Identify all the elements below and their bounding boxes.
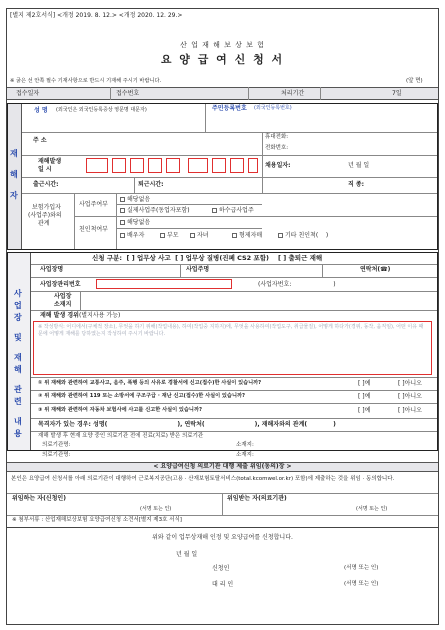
accident-side-7: 관	[14, 385, 22, 394]
accident-day-input[interactable]	[130, 158, 144, 173]
footer-applicant-sign: (서명 또는 인)	[344, 565, 379, 571]
checkin-label: 출근시간:	[33, 181, 59, 188]
employer-opt-actual[interactable]: 실제사업주(동업자포함)	[120, 208, 190, 214]
hospital-2-name: 의료기관명:	[42, 452, 71, 458]
claim-type-disease[interactable]: [ ] 업무상 질병(진폐 CS2 포함)	[172, 254, 269, 262]
rrn-input[interactable]	[212, 114, 432, 126]
witness-row: 목격자가 있는 경우: 성명( ), 연락처( ), 재해자와의 관계( )	[38, 421, 336, 428]
worker-side-label-3: 자	[10, 191, 18, 200]
accident-minute-input[interactable]	[166, 158, 180, 173]
insured-relation-label-3: 관계	[38, 220, 50, 227]
hospital-2-addr: 소재지:	[236, 452, 254, 458]
receipt-no-label: 접수번호	[116, 90, 140, 97]
delegator-sign: (서명 또는 인)	[140, 506, 172, 512]
address-input[interactable]	[60, 134, 260, 154]
relative-check-label: 친인척여부	[79, 226, 108, 233]
footer-agent-sign: (서명 또는 인)	[344, 581, 379, 587]
checkout-label: 퇴근시간:	[138, 181, 164, 188]
employer-check-label: 사업주여부	[79, 201, 108, 208]
hospital-1-addr: 소재지:	[236, 442, 254, 448]
receipt-date-label: 접수일자	[16, 90, 40, 97]
accident-hour-input[interactable]	[148, 158, 162, 173]
relative-opt-parent[interactable]: 부모	[160, 233, 179, 239]
attachment-note: ※ 첨부서류 : 산업재해보상보험 요양급여신청 소견서[별지 제3호 서식]	[12, 517, 182, 523]
relative-opt-child[interactable]: 자녀	[190, 233, 209, 239]
footer-statement: 위와 같이 업무상재해 인정 및 요양급여를 신청합니다.	[152, 534, 293, 541]
delegator-label: 위임하는 자(신청인)	[12, 495, 66, 502]
accident-side-8: 련	[14, 397, 22, 406]
accident-side-1: 사	[14, 289, 22, 298]
accident-datetime-label: 재해발생	[38, 158, 62, 165]
employ-date-ymd: 년 월 일	[348, 162, 370, 169]
employer-opt-sub[interactable]: 하수급사업주	[212, 208, 254, 214]
accident-side-2: 업	[14, 301, 22, 310]
accident-extra-input-4[interactable]	[248, 158, 258, 173]
accident-side-9: 내	[14, 417, 22, 426]
rrn-label: 주민등록번호	[212, 105, 247, 112]
accident-month-input[interactable]	[112, 158, 126, 173]
employer-opt-none[interactable]: 해당없음	[120, 197, 150, 203]
previous-hospital-intro: 재해 발생 후 현재 요양 중인 의료기관 전에 진료(치료) 받은 의료기관	[38, 433, 204, 439]
q2-no[interactable]: [ ]아니오	[398, 393, 422, 400]
accident-datetime-label-2: 일 시	[38, 166, 52, 173]
accident-extra-input-1[interactable]	[188, 158, 208, 173]
accident-year-input[interactable]	[86, 158, 108, 173]
q3-no[interactable]: [ ]아니오	[398, 407, 422, 414]
company-location-label-1: 사업장	[54, 293, 72, 300]
accident-side-6: 해	[14, 365, 22, 374]
q1-yes[interactable]: [ ]예	[358, 380, 371, 387]
rrn-note: (외국인등록번호)	[254, 105, 292, 111]
processing-period-value: 7일	[392, 90, 402, 97]
relative-opt-other[interactable]: 기타 친인척( )	[278, 233, 328, 239]
q2-yes[interactable]: [ ]예	[358, 393, 371, 400]
company-regno-label: 사업장관리번호	[40, 281, 81, 288]
accident-detail-label: 재해 발생 경위(별지사용 가능)	[40, 312, 121, 319]
accident-side-5: 재	[14, 353, 22, 362]
question-insurance: ③ 위 재해와 관련하여 자동차 보험사에 사고를 신고한 사실이 있습니까?	[38, 407, 202, 413]
delegation-title: < 요양급여신청 의료기관 대행 제출 위임(동의)장 >	[153, 463, 292, 470]
company-contact-label: 연락처(☎)	[360, 266, 391, 273]
accident-extra-input-3[interactable]	[230, 158, 244, 173]
form-number: [별지 제2호서식] <개정 2019. 8. 12.> <개정 2020. 12. 29.>	[10, 12, 183, 19]
receipt-row	[7, 87, 438, 100]
q1-no[interactable]: [ ]아니오	[398, 380, 422, 387]
required-notice: ※ 굵은 선 안쪽 필수 기재사항으로 반드시 기재해 주시기 바랍니다.	[10, 78, 162, 84]
accident-extra-input-2[interactable]	[212, 158, 226, 173]
address-label: 주 소	[33, 137, 47, 144]
name-note: (외국인은 외국인등록증상 영문명 대문자)	[56, 107, 147, 113]
question-police: ① 위 재해와 관련하여 교통사고, 음주, 폭행 등의 사유로 경찰서에 신고(접수)한 사실이 있습니까?	[38, 380, 262, 386]
accident-side-4: 및	[14, 333, 22, 342]
phone-label: 전화번호:	[265, 145, 289, 151]
claim-type-commute[interactable]: [ ] 출퇴근 재해	[271, 254, 323, 262]
form-title: 요 양 급 여 신 청 서	[160, 53, 285, 66]
relative-opt-none[interactable]: 해당없음	[120, 220, 150, 226]
form-subtitle: 산 업 재 해 보 상 보 험	[180, 41, 265, 49]
company-regno-input[interactable]	[96, 279, 232, 289]
mobile-label: 휴대전화:	[265, 134, 289, 140]
employ-date-label: 채용일자:	[265, 162, 291, 169]
worker-side-label-1: 재	[10, 149, 18, 158]
footer-date: 년 월 일	[176, 551, 198, 558]
accident-detail-hint: ※ 작성방식: 어디에서(구체적 장소), 무엇을 하기 위해(작업내용), 하여(작업중 지하지)에, 무엇을 사용하여(작업도구, 취급물질), 어떻게 하다가(경위, 동작, 움직임), 어떤 이유 때문에 어떻게 재해를 당하였는지 작성하여 주시기 바랍니다.	[38, 324, 424, 337]
name-label: 성 명	[34, 107, 48, 114]
claim-type-accident[interactable]: [ ] 업무상 사고	[124, 254, 171, 262]
accident-side-10: 용	[14, 429, 22, 438]
company-location-label-2: 소재지	[54, 301, 72, 308]
job-label: 직 종:	[348, 181, 365, 188]
footer-applicant-label: 신청인	[212, 565, 230, 572]
claim-type-row: 신청 구분: [ ] 업무상 사고 [ ] 업무상 질병(진폐 CS2 포함) [ ] 출퇴근 재해	[92, 254, 323, 262]
relative-opt-spouse[interactable]: 배우자	[120, 233, 144, 239]
company-name-label: 사업장명	[40, 266, 64, 273]
insured-relation-label-2: (사업주)와의	[28, 212, 62, 219]
accident-side-3: 장	[14, 313, 22, 322]
delegatee-sign: (서명 또는 인)	[356, 506, 388, 512]
footer-agent-label: 대 리 인	[212, 581, 234, 588]
q3-yes[interactable]: [ ]예	[358, 407, 371, 414]
worker-side-label-2: 해	[10, 170, 18, 179]
delegation-text: 본인은 요양급여 신청서를 아래 의료기관이 대행하여 근로복지공단(고용 · 산재보험토탈서비스(total.kcomwel.or.kr) 포함)에 제출하는 것을 위임 · 동의합니다.	[11, 476, 395, 482]
relative-opt-sibling[interactable]: 형제자매	[232, 233, 262, 239]
page-side: (앞 면)	[406, 78, 423, 84]
insured-relation-label-1: 보험가입자	[32, 204, 61, 211]
processing-period-label: 처리기간	[281, 90, 305, 97]
question-119: ② 위 재해와 관련하여 119 또는 소방서에 구조구급 · 재난 신고(접수)한 사실이 있습니까?	[38, 393, 245, 399]
owner-name-label: 사업주명	[186, 266, 210, 273]
delegatee-label: 위임받는 자(의료기관)	[227, 495, 287, 502]
company-location-input[interactable]	[82, 293, 432, 309]
business-no-label: (사업자번호: )	[258, 281, 336, 288]
hospital-1-name: 의료기관명:	[42, 442, 71, 448]
